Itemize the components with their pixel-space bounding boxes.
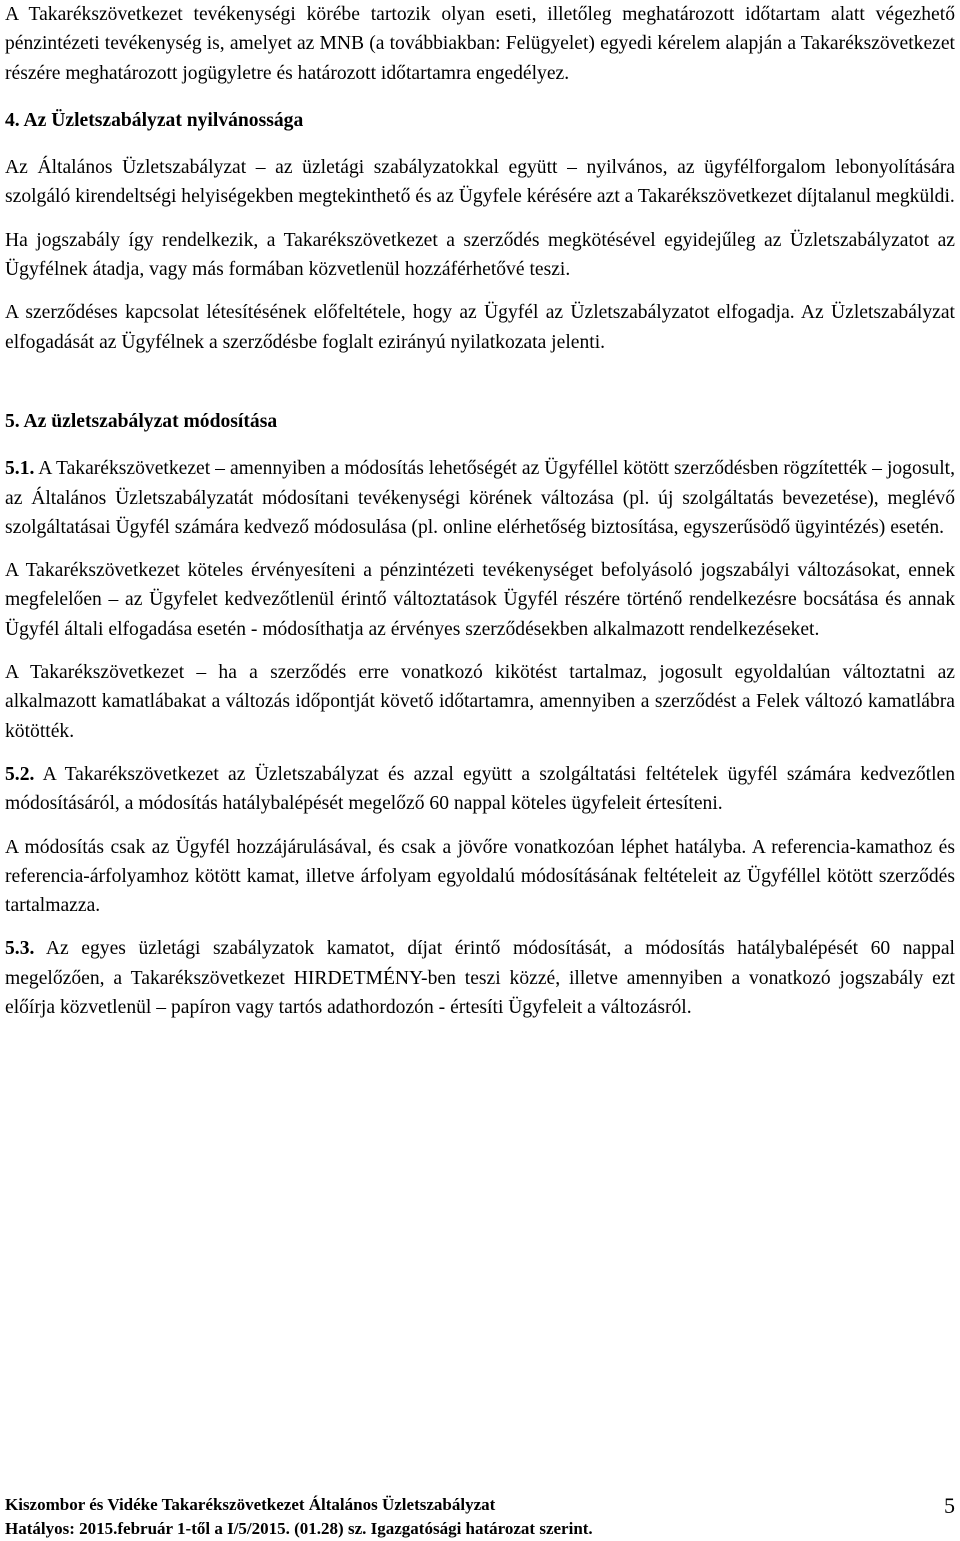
paragraph-5-3 xyxy=(5,934,955,1022)
section-4-title: 4. Az Üzletszabályzat nyilvánossága xyxy=(5,109,304,131)
paragraph-5-2 xyxy=(5,760,955,819)
footer-effective-date: Hatályos: 2015.február 1-től a I/5/2015. (01.28) sz. Igazgatósági határozat szerint. xyxy=(5,1519,593,1538)
paragraph-5-1-b: A Takarékszövetkezet köteles érvényesíteni a pénzintézeti tevékenységet befolyásoló jogszabályi változásokat, ennek megfelelően – az Ügyfelet kedvezőtlenül érintő változtatások Ügyfél részére történő rendelkezésre bocsátása és annak Ügyfél általi elfogadása esetén - módosíthatja az érvényes szerződésekben alkalmazott rendelkezéseket. xyxy=(5,560,955,640)
paragraph-5-2-b: A módosítás csak az Ügyfél hozzájárulásával, és csak a jövőre vonatkozóan léphet hatályba. A referencia-kamathoz és referencia-árfolyamhoz kötött kamat, illetve árfolyam egyoldalú módosításának feltételeit az Ügyféllel kötött szerződés tartalmazza. xyxy=(5,836,955,917)
section-4-paragraph-3: A szerződéses kapcsolat létesítésének előfeltétele, hogy az Ügyfél az Üzletszabályzatot elfogadja. Az Üzletszabályzat elfogadását az Ügyfélnek a szerződésbe foglalt ezirányú nyilatkozata jelenti. xyxy=(5,302,955,353)
paragraph-5-1-number: 5.1. xyxy=(5,458,35,480)
paragraph-5-2-text: A Takarékszövetkezet az Üzletszabályzat és azzal együtt a szolgáltatási feltételek ügyfél számára kedvezőtlen módosításáról, a módosítás hatálybalépését megelőző 60 nappal köteles ügyfeleit értesíteni. xyxy=(5,763,956,815)
paragraph-5-3-text: Az egyes üzletági szabályzatok kamatot, díjat érintő módosítását, a módosítás hatálybalépését 60 nappal megelőzően, a Takarékszövetkezet HIRDETMÉNY-ben teszi közzé, illetve amennyiben a vonatkozó jogszabály ezt előírja közvetlenül – papíron vagy tartós adathordozón - értesíti Ügyfeleit a változásról. xyxy=(5,938,955,1019)
section-4-paragraph-2: Ha jogszabály így rendelkezik, a Takarékszövetkezet a szerződés megkötésével egyidejűleg az Üzletszabályzatot az Ügyfélnek átadja, vagy más formában közvetlenül hozzáférhetővé teszi. xyxy=(5,229,955,281)
paragraph-5-1-c: A Takarékszövetkezet – ha a szerződés erre vonatkozó kikötést tartalmaz, jogosult egyoldalúan változtatni az alkalmazott kamatlábakat a változás időpontját követő időtartamra, amennyiben a szerződést a Felek változó kamatlábra kötötték. xyxy=(5,662,955,742)
section-5-title: 5. Az üzletszabályzat módosítása xyxy=(5,410,278,432)
section-4-paragraph-1: Az Általános Üzletszabályzat – az üzletági szabályzatokkal együtt – nyilvános, az ügyfélforgalom lebonyolítására szolgáló kirendeltségi helyiségekben megtekinthető és az Ügyfele kérésére azt a Takarékszövetkezet díjtalanul megküldi. xyxy=(5,157,955,208)
paragraph-5-1 xyxy=(5,454,955,542)
paragraph-5-2-number: 5.2. xyxy=(5,763,35,785)
paragraph-5-3-number: 5.3. xyxy=(5,938,35,960)
page-number: 5 xyxy=(944,1493,955,1518)
footer-document-title: Kiszombor és Vidéke Takarékszövetkezet Általános Üzletszabályzat xyxy=(5,1495,496,1514)
page-footer xyxy=(5,1493,960,1541)
intro-paragraph: A Takarékszövetkezet tevékenységi körébe tartozik olyan eseti, illetőleg meghatározott időtartam alatt végezhető pénzintézeti tevékenység is, amelyet az MNB (a továbbiakban: Felügyelet) egyedi kérelem alapján a Takarékszövetkezet részére meghatározott jogügyletre és határozott időtartamra engedélyez. xyxy=(5,4,955,84)
document-body xyxy=(5,0,955,1022)
paragraph-5-1-text: A Takarékszövetkezet – amennyiben a módosítás lehetőségét az Ügyféllel kötött szerződésben rögzítették – jogosult, az Általános Üzletszabályzatát módosítani tevékenységi körének változása (pl. új szolgáltatás bevezetése), meglévő szolgáltatásai Ügyfél számára kedvező módosulása (pl. online elérhetőség biztosítása, egyszerűsödő ügyintézés) esetén. xyxy=(5,458,955,538)
